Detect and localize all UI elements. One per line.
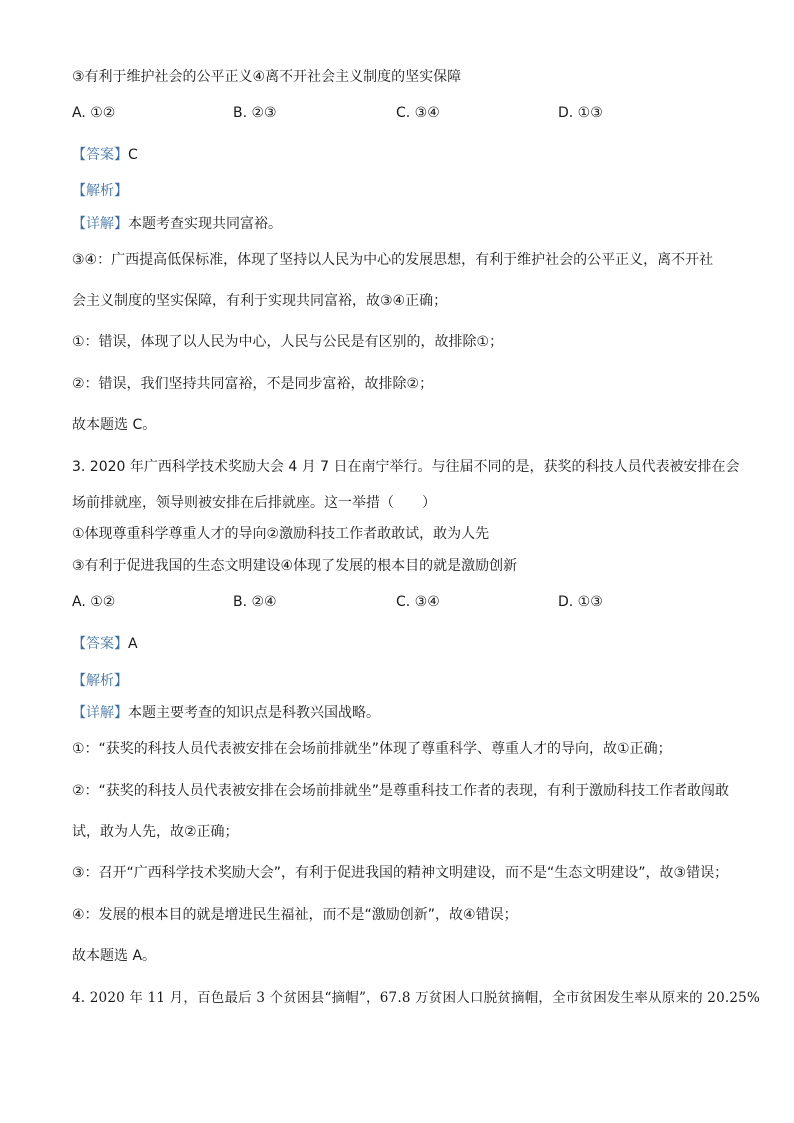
q3-option-b: B. ②④ [233,594,277,610]
section-heading-label: 【解析】 [72,673,128,689]
section-heading-label: 【详解】 [72,705,128,721]
q2-option-d: D. ①③ [558,105,603,121]
q3-explanation-2a: ②：“获奖的科技人员代表被安排在会场前排就坐”是尊重科技工作者的表现，有利于激励科技工作者敢闯敢 [72,783,730,799]
q2-stem-tail: ③有利于维护社会的公平正义④离不开社会主义制度的坚实保障 [72,69,462,85]
section-heading-label: 【详解】 [72,216,128,232]
q4-stem-a: 4. 2020 年 11 月，百色最后 3 个贫困县“摘帽”，67.8 万贫困人口脱贫摘帽，全市贫困发生率从原来的 20.25% [72,990,760,1006]
section-heading-label: 【答案】 [72,147,128,163]
section-heading-label: 【解析】 [72,183,128,199]
section-heading-label: 【答案】 [72,636,128,652]
q2-explanation-1b: 会主义制度的坚实保障，有利于实现共同富裕，故③④正确； [72,293,448,309]
q3-answer: 【答案】A [72,636,138,652]
q2-option-c: C. ③④ [396,105,440,121]
q3-option-c: C. ③④ [396,594,440,610]
q3-explanation-3: ③：召开“广西科学技术奖励大会”，有利于促进我国的精神文明建设，而不是“生态文明建设”，故③错误； [72,865,729,881]
q3-explanation-2b: 试，敢为人先，故②正确； [72,824,239,840]
q2-explanation-3: ②：错误，我们坚持共同富裕，不是同步富裕，故排除②； [72,376,434,392]
q3-stem-b: 场前排就座，领导则被安排在后排就座。这一举措（ ） [72,495,436,511]
q2-explanation-2: ①：错误，体现了以人民为中心，人民与公民是有区别的，故排除①； [72,334,504,350]
q3-detail: 【详解】本题主要考查的知识点是科教兴国战略。 [72,705,380,721]
q3-analysis-title [72,672,128,690]
q3-conclusion: 故本题选 A。 [72,948,157,964]
q3-explanation-4: ④：发展的根本目的就是增进民生福祉，而不是“激励创新”，故④错误； [72,907,518,923]
q2-answer: 【答案】C [72,147,138,163]
q2-analysis-title [72,182,128,200]
q3-items-3-4: ③有利于促进我国的生态文明建设④体现了发展的根本目的就是激励创新 [72,558,518,574]
q3-option-a: A. ①② [72,594,116,610]
q2-option-b: B. ②③ [233,105,277,121]
q3-explanation-1: ①：“获奖的科技人员代表被安排在会场前排就坐”体现了尊重科学、尊重人才的导向，故①正确； [72,741,672,757]
q2-conclusion: 故本题选 C。 [72,417,157,433]
q2-explanation-1a: ③④：广西提高低保标准，体现了坚持以人民为中心的发展思想，有利于维护社会的公平正义，离不开社 [72,252,714,268]
q3-option-d: D. ①③ [558,594,603,610]
q3-stem-a: 3. 2020 年广西科学技术奖励大会 4 月 7 日在南宁举行。与往届不同的是，获奖的科技人员代表被安排在会 [72,459,740,475]
q2-option-a: A. ①② [72,105,116,121]
q2-detail: 【详解】本题考查实现共同富裕。 [72,216,282,232]
q3-items-1-2: ①体现尊重科学尊重人才的导向②激励科技工作者敢敢试，敢为人先 [72,526,490,542]
